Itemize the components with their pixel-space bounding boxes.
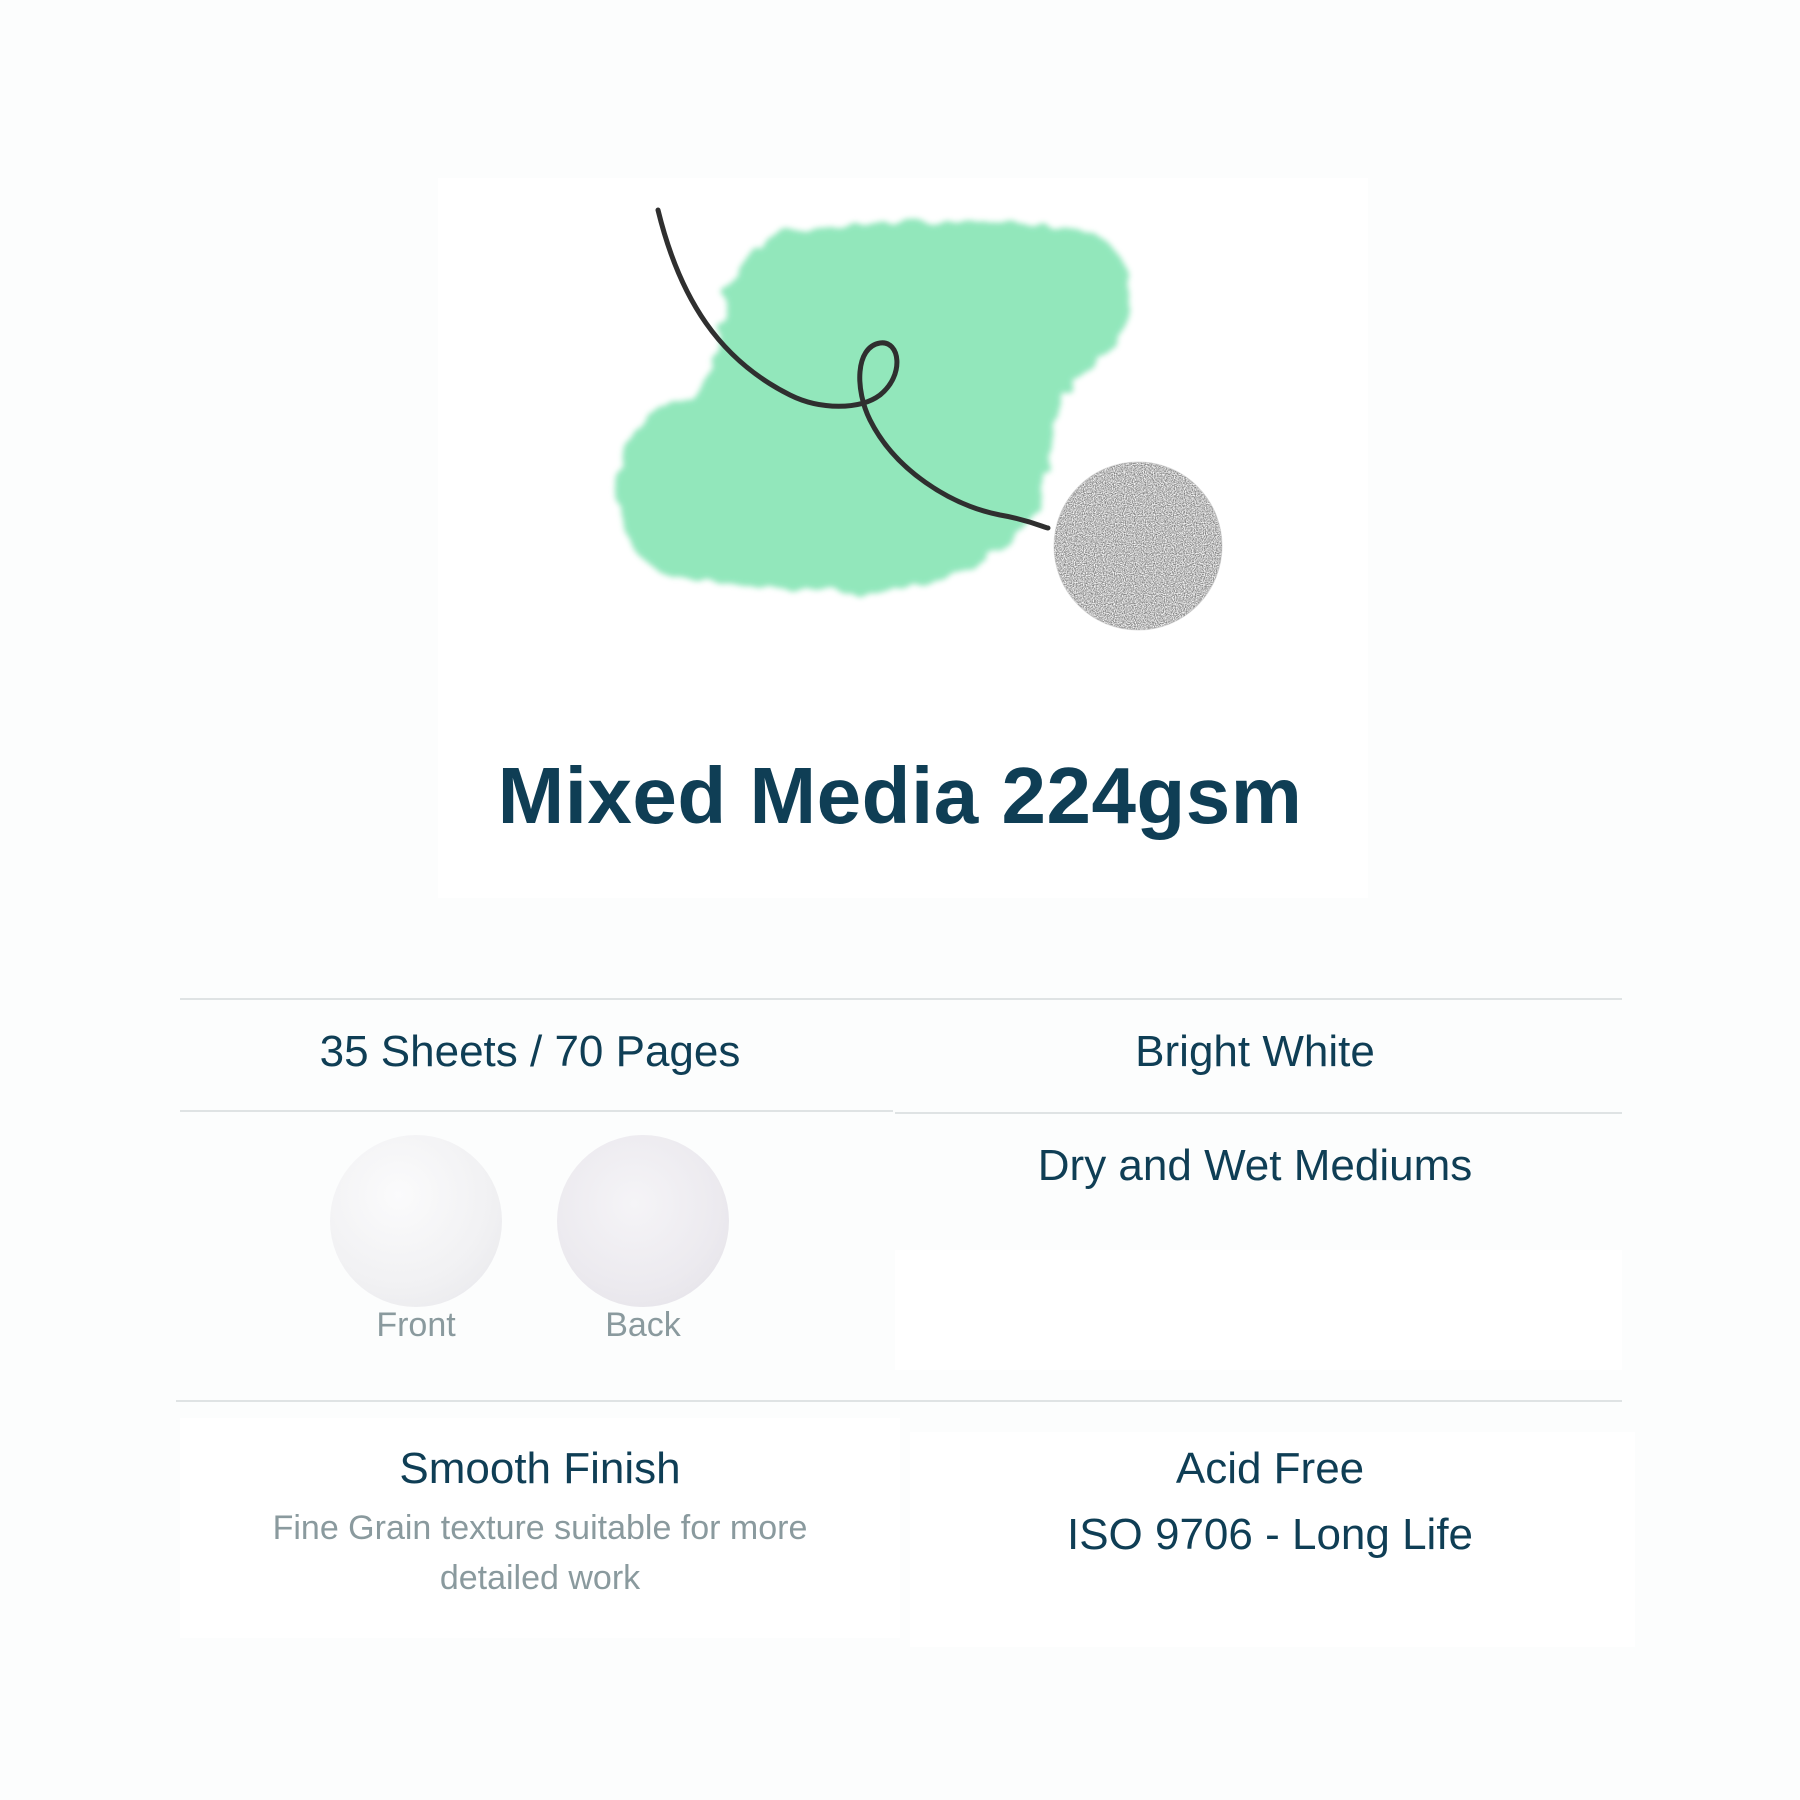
- spec-mediums: Dry and Wet Mediums: [1037, 1141, 1473, 1190]
- spec-color: Bright White: [1135, 1027, 1375, 1076]
- spec-sheets: 35 Sheets / 70 Pages: [319, 1027, 741, 1076]
- product-title: Mixed Media 224gsm: [497, 751, 1303, 840]
- paper-illustration: [0, 0, 1800, 700]
- spec-finish-title: Smooth Finish: [399, 1444, 681, 1493]
- divider-top: [180, 998, 1622, 1000]
- watercolor-blob: [616, 221, 1131, 592]
- divider-row1-left: [180, 1110, 893, 1112]
- swatch-front: [330, 1135, 502, 1307]
- spec-finish-description: Fine Grain texture suitable for more detailed work: [272, 1509, 808, 1597]
- swatch-back-label: Back: [605, 1306, 681, 1344]
- divider-row2: [176, 1400, 1622, 1402]
- spec-iso: ISO 9706 - Long Life: [1066, 1510, 1474, 1559]
- swatch-front-label: Front: [376, 1306, 456, 1344]
- cell-bg-mediums: [895, 1250, 1622, 1370]
- spec-acid-free: Acid Free: [1175, 1444, 1365, 1493]
- graphite-dot: [1054, 462, 1222, 630]
- divider-row1-right: [895, 1112, 1622, 1114]
- swatch-back: [557, 1135, 729, 1307]
